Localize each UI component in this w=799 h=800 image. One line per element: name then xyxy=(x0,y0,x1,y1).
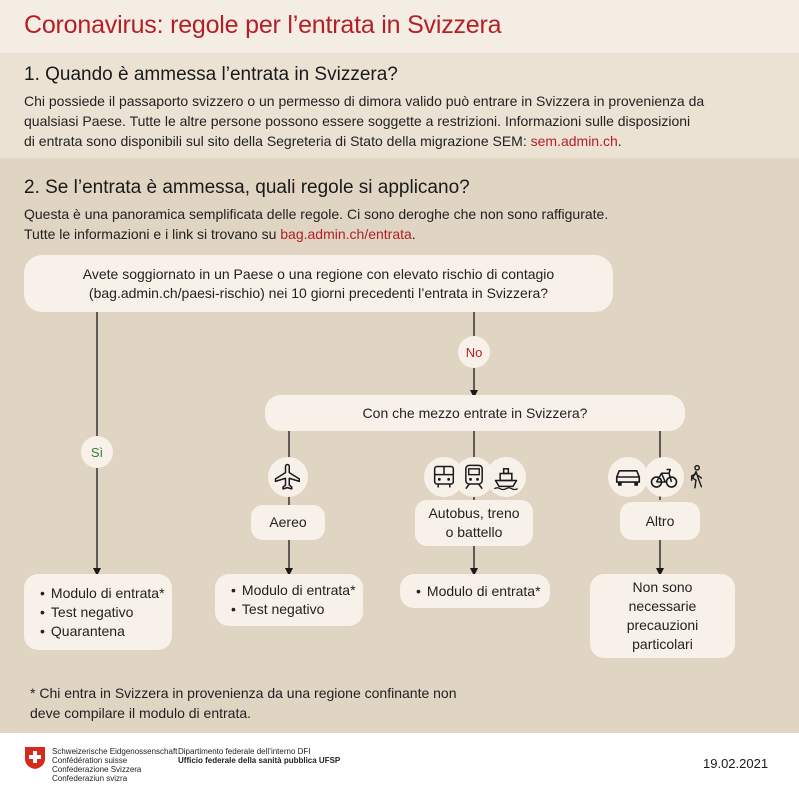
office-name: Ufficio federale della sanità pubblica UFSP xyxy=(178,756,341,765)
bag-entrata-link[interactable]: bag.admin.ch/entrata xyxy=(280,226,412,242)
other-label: Altro xyxy=(645,512,675,529)
ground-result-item: • Modulo di entrata* xyxy=(416,582,541,601)
risk-question-line-1: Avete soggiornato in un Paese o una regione con elevato rischio di contagio xyxy=(82,265,555,282)
car-icon-circle xyxy=(608,457,648,497)
confederation-names xyxy=(52,747,177,783)
section-1-line-3-text: di entrata sono disponibili sul sito della Segreteria di Stato della migrazione SEM: xyxy=(24,133,531,149)
ship-icon-circle xyxy=(486,457,526,497)
other-result-line: Non sono xyxy=(632,579,693,595)
air-result-item: • Modulo di entrata* xyxy=(231,581,356,600)
confed-rm: Confederaziun svizra xyxy=(52,774,128,783)
section-1-line-1: Chi possiede il passaporto svizzero o un permesso di dimora valido può entrare in Svizzera in provenienza da xyxy=(24,93,705,109)
other-result-line: necessarie xyxy=(628,598,697,614)
section-2-line-2-suffix: . xyxy=(411,226,416,242)
section-1-heading: 1. Quando è ammessa l’entrata in Svizzera? xyxy=(24,64,398,85)
other-label-box xyxy=(620,502,700,540)
ground-label-line-2: o battello xyxy=(445,524,503,540)
section-1-line-3-suffix: . xyxy=(617,133,622,149)
risk-question-box xyxy=(24,255,613,312)
other-result-box xyxy=(590,574,735,658)
ground-label-box xyxy=(415,500,533,546)
section-2-heading: 2. Se l’entrata è ammessa, quali regole si applicano? xyxy=(24,177,470,198)
transport-question-label: Con che mezzo entrate in Svizzera? xyxy=(362,404,588,421)
other-result-line: precauzioni xyxy=(626,617,699,633)
transport-question-box xyxy=(265,395,685,431)
swiss-cross-icon xyxy=(24,746,46,770)
publication-date: 19.02.2021 xyxy=(703,756,769,771)
air-label-box xyxy=(251,505,325,540)
yes-badge xyxy=(81,436,113,468)
department-info xyxy=(178,747,340,765)
ground-result-box xyxy=(400,574,550,608)
airplane-icon xyxy=(273,462,303,492)
section-1-line-2: qualsiasi Paese. Tutte le altre persone possono essere soggette a restrizioni. Informazioni sulle disposizioni xyxy=(24,113,691,129)
confed-de: Schweizerische Eidgenossenschaft xyxy=(52,747,178,756)
sem-link[interactable]: sem.admin.ch xyxy=(530,133,618,149)
air-result-box xyxy=(215,574,363,626)
department-name: Dipartimento federale dell’interno DFI xyxy=(178,747,311,756)
train-icon xyxy=(460,463,488,491)
yes-result-box xyxy=(24,574,172,650)
risk-question-line-2: (bag.admin.ch/paesi-rischio) nei 10 giorni precedenti l’entrata in Svizzera? xyxy=(88,284,549,301)
section-2-line-1: Questa è una panoramica semplificata delle regole. Ci sono deroghe che non sono raffigurate. xyxy=(24,206,609,222)
air-icon-circle xyxy=(268,457,308,497)
air-label: Aereo xyxy=(269,514,307,530)
yes-label: Sì xyxy=(90,444,104,460)
yes-result-item: • Test negativo xyxy=(40,603,165,622)
yes-result-item: • Modulo di entrata* xyxy=(40,584,165,603)
bicycle-icon xyxy=(649,462,679,492)
confed-fr: Confédération suisse xyxy=(52,756,128,765)
no-badge xyxy=(458,336,490,368)
pedestrian-icon-circle xyxy=(676,457,716,497)
ground-label-line-1: Autobus, treno xyxy=(428,505,520,521)
ship-icon xyxy=(492,463,520,491)
confed-it: Confederazione Svizzera xyxy=(52,765,142,774)
footnote-line-2: deve compilare il modulo di entrata. xyxy=(30,705,252,721)
section-2-line-2-text: Tutte le informazioni e i link si trovano su xyxy=(24,226,281,242)
car-icon xyxy=(613,462,643,492)
footnote-line-1: * Chi entra in Svizzera in provenienza da una regione confinante non xyxy=(30,685,457,701)
yes-result-item: • Quarantena xyxy=(40,622,165,641)
air-result-item: • Test negativo xyxy=(231,600,356,619)
footnote xyxy=(30,683,457,723)
pedestrian-icon xyxy=(683,464,709,490)
other-result-line: particolari xyxy=(632,636,693,652)
page-title: Coronavirus: regole per l’entrata in Svizzera xyxy=(24,11,502,39)
no-label: No xyxy=(465,344,483,360)
